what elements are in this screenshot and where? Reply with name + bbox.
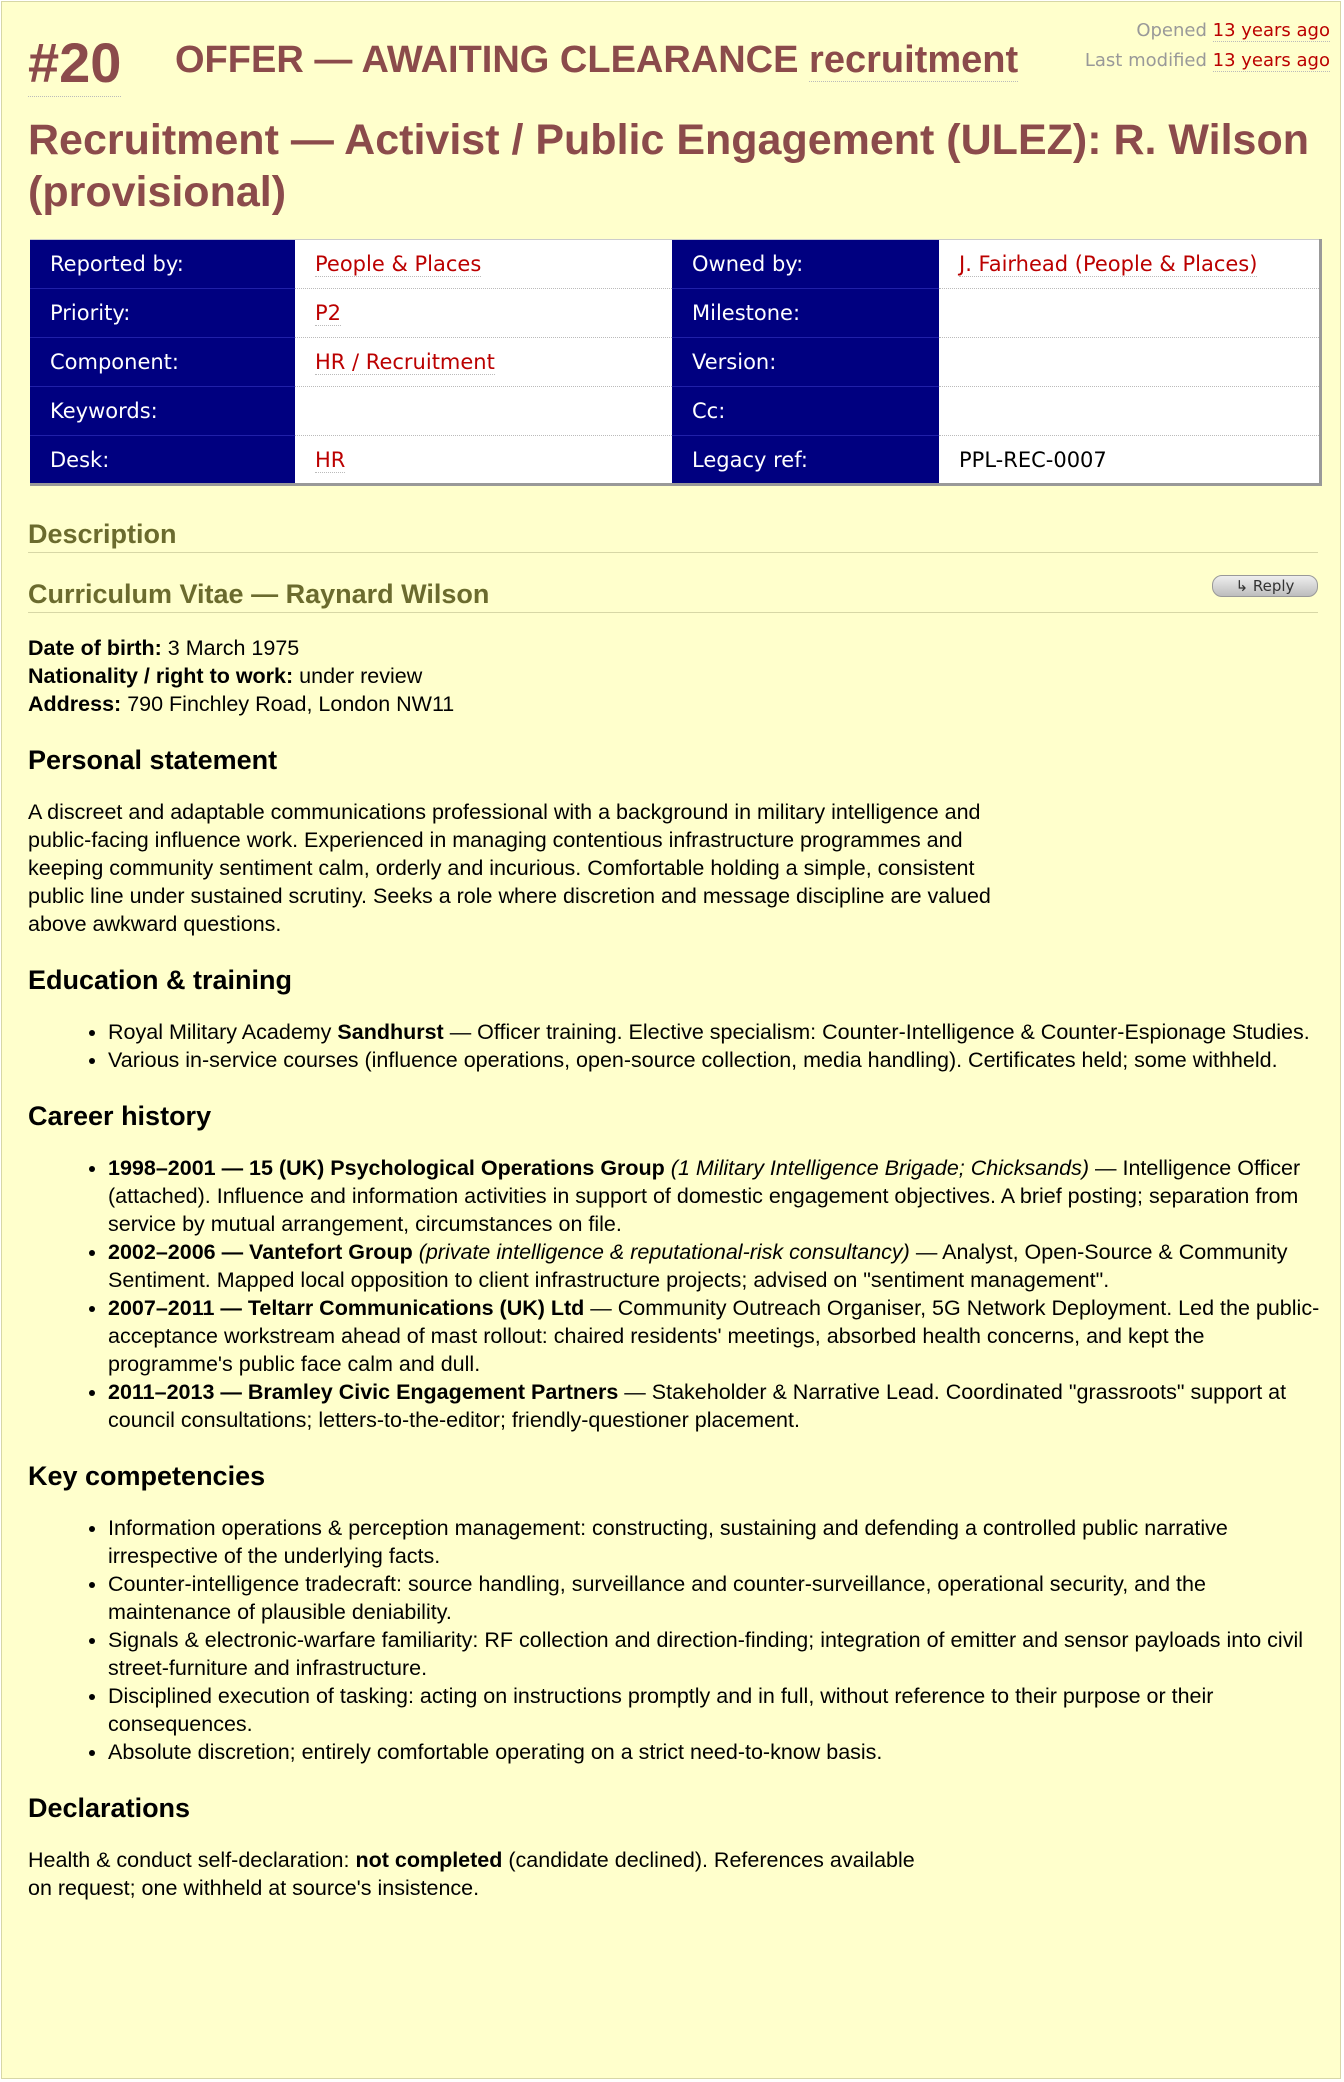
table-row (30, 436, 1320, 485)
personal-statement-text: A discreet and adaptable communications professional with a background in military intelligence and public-facing influence work. Experienced in managing contentious infrastructure programmes and keeping community sentiment calm, orderly and incurious. Comfortable holding a simple, consistent public line under sustained scrutiny. Seeks a role where discretion and message discipline are valued above awkward questions. (28, 800, 991, 936)
priority-label: Priority: (30, 289, 295, 338)
version-value (939, 338, 1320, 387)
declarations-heading: Declarations (28, 1793, 191, 1823)
properties-table (30, 239, 1322, 486)
list-item: • Royal Military Academy Sandhurst — Officer training. Elective specialism: Counter-Intelligence & Counter-Espionage Studies. (108, 1018, 1328, 1046)
milestone-label: Milestone: (672, 289, 939, 338)
component-link[interactable]: HR / Recruitment (315, 350, 495, 374)
ticket-status-line (175, 36, 1018, 84)
list-item: • 2011–2013 — Bramley Civic Engagement Partners — Stakeholder & Narrative Lead. Coordinated "grassroots" support at council consultations; letters-to-the-editor; friendly-questioner placement. (108, 1378, 1328, 1434)
ticket-status: OFFER — AWAITING CLEARANCE (175, 39, 799, 81)
component-label: Component: (30, 338, 295, 387)
list-item: • 2002–2006 — Vantefort Group (private intelligence & reputational-risk consultancy) — Analyst, Open-Source & Community Sentiment. Mapped local opposition to client infrastructure projects; advised on "sentiment management". (108, 1238, 1328, 1294)
legacy-ref-label: Legacy ref: (672, 436, 939, 485)
cc-value (939, 387, 1320, 436)
table-row (30, 240, 1320, 289)
career-list (28, 1154, 1328, 1434)
owned-by-label: Owned by: (672, 240, 939, 289)
ticket-summary: Recruitment — Activist / Public Engagement (ULEZ): R. Wilson (provisional) (28, 116, 1309, 216)
list-item: • 2007–2011 — Teltarr Communications (UK) Ltd — Community Outreach Organiser, 5G Network Deployment. Led the public-acceptance workstream ahead of mast rollout: chaired residents' meetings, absorbed health concerns, and kept the programme's public face calm and dull. (108, 1294, 1328, 1378)
address-label: Address: (28, 692, 122, 716)
modified-label: Last modified (1084, 50, 1207, 71)
milestone-value (939, 289, 1320, 338)
description-heading: Description (28, 516, 1318, 553)
dob-value: 3 March 1975 (167, 636, 300, 660)
nationality-value: under review (299, 664, 423, 688)
ticket-type[interactable]: recruitment (809, 39, 1019, 81)
list-item: • Information operations & perception management: constructing, sustaining and defending a controlled public narrative irrespective of the underlying facts. (108, 1514, 1328, 1570)
list-item: • Absolute discretion; entirely comfortable operating on a strict need-to-know basis. (108, 1738, 1328, 1766)
table-row (30, 338, 1320, 387)
dob-label: Date of birth: (28, 636, 162, 660)
declarations-text: Health & conduct self-declaration: not completed (candidate declined). References available on request; one withheld at source's insistence. (28, 1848, 915, 1900)
dob-line (28, 634, 1328, 662)
owned-by-link[interactable]: J. Fairhead (People & Places) (959, 252, 1258, 276)
reported-by-link[interactable]: People & Places (315, 252, 482, 276)
competencies-list (28, 1514, 1328, 1766)
ticket-dates (1085, 16, 1330, 76)
cv-title: Curriculum Vitae — Raynard Wilson (28, 576, 1318, 613)
description-body (28, 634, 1328, 1902)
desk-label: Desk: (30, 436, 295, 485)
opened-label: Opened (1136, 20, 1207, 41)
ticket (1, 1, 1341, 2079)
legacy-ref-value: PPL-REC-0007 (939, 436, 1320, 485)
list-item: • Signals & electronic-warfare familiarity: RF collection and direction-finding; integration of emitter and sensor payloads into civil street-furniture and infrastructure. (108, 1626, 1328, 1682)
table-row (30, 289, 1320, 338)
education-list (28, 1018, 1328, 1074)
list-item: • 1998–2001 — 15 (UK) Psychological Operations Group (1 Military Intelligence Brigade; Chicksands) — Intelligence Officer (attached). Influence and information activities in support of domestic engagement objectives. A brief posting; separation from service by mutual arrangement, circumstances on file. (108, 1154, 1328, 1238)
keywords-label: Keywords: (30, 387, 295, 436)
priority-link[interactable]: P2 (315, 301, 342, 325)
nationality-label: Nationality / right to work: (28, 664, 294, 688)
address-value: 790 Finchley Road, London NW11 (127, 692, 455, 716)
list-item: • Various in-service courses (influence operations, open-source collection, media handling). Certificates held; some withheld. (108, 1046, 1328, 1074)
competencies-heading: Key competencies (28, 1461, 266, 1491)
ticket-id[interactable]: #20 (28, 30, 121, 97)
keywords-value (295, 387, 672, 436)
list-item: • Counter-intelligence tradecraft: source handling, surveillance and counter-surveillance, operational security, and the maintenance of plausible deniability. (108, 1570, 1328, 1626)
table-row (30, 387, 1320, 436)
opened-link[interactable]: 13 years ago (1212, 20, 1330, 41)
reply-button[interactable]: ↳ Reply (1212, 575, 1318, 597)
address-line (28, 690, 1328, 718)
nationality-line (28, 662, 1328, 690)
modified-link[interactable]: 13 years ago (1212, 50, 1330, 71)
list-item: • Disciplined execution of tasking: acting on instructions promptly and in full, without reference to their purpose or their consequences. (108, 1682, 1328, 1738)
cc-label: Cc: (672, 387, 939, 436)
education-heading: Education & training (28, 965, 293, 995)
desk-link[interactable]: HR (315, 447, 346, 472)
personal-statement-heading: Personal statement (28, 745, 278, 775)
reported-by-label: Reported by: (30, 240, 295, 289)
career-heading: Career history (28, 1101, 212, 1131)
version-label: Version: (672, 338, 939, 387)
